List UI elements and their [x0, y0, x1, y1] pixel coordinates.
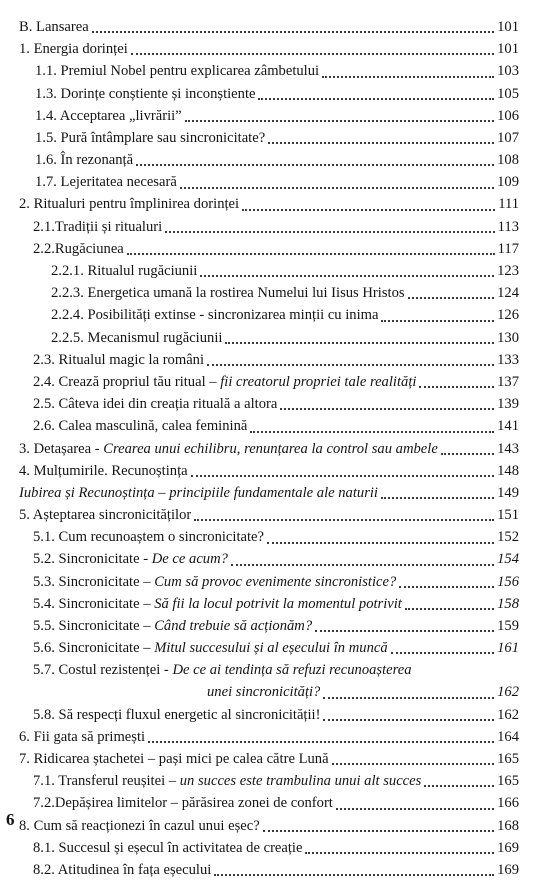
- dot-leader: [405, 608, 494, 610]
- toc-entry: [19, 659, 519, 703]
- toc-entry-page: 169: [497, 839, 519, 856]
- toc-entry-page: 152: [497, 529, 519, 546]
- toc-entry-page: 165: [497, 773, 519, 790]
- toc-entry: [19, 393, 519, 415]
- toc-entry-subtitle: Iubirea și Recunoștința – principiile fundamentale ale naturii: [19, 484, 378, 501]
- toc-entry: [19, 815, 519, 837]
- toc-entry: [19, 593, 519, 615]
- toc-entry: [19, 859, 519, 881]
- toc-entry-title: [33, 837, 302, 859]
- toc-entry-page: 101: [497, 18, 519, 35]
- toc-entry-label: B. Lansarea: [19, 18, 89, 35]
- dot-leader: [200, 275, 494, 277]
- toc-entry-title: [19, 504, 191, 526]
- toc-entry: [19, 637, 519, 659]
- toc-entry-page: 126: [497, 307, 519, 324]
- dot-leader: [92, 31, 494, 33]
- toc-entry-label: 2.2.4. Posibilități extinse - sincronizarea minții cu inima: [51, 307, 379, 324]
- dot-leader: [322, 76, 494, 78]
- toc-entry-label: 2.3. Ritualul magic la români: [33, 351, 205, 368]
- toc-entry-title: [33, 371, 416, 393]
- dot-leader: [165, 231, 494, 233]
- toc-entry-label: 2.2.3. Energetica umană la rostirea Numelui lui Iisus Hristos: [51, 285, 405, 302]
- toc-entry-subtitle: un succes este trambulina unui alt succes: [179, 773, 422, 790]
- toc-entry-title: [33, 859, 211, 881]
- toc-entry-page: 158: [497, 595, 519, 612]
- toc-entry: [19, 260, 519, 282]
- toc-entry-title: [19, 748, 329, 770]
- toc-entry: [19, 615, 519, 637]
- toc-entry-title: [33, 526, 264, 548]
- dot-leader: [408, 297, 495, 299]
- dot-leader: [263, 830, 494, 832]
- toc-entry: [19, 304, 519, 326]
- toc-entry-page: 169: [497, 861, 519, 878]
- dot-leader: [381, 497, 494, 499]
- toc-entry-title: [19, 482, 378, 504]
- toc-entry-title: [33, 548, 228, 570]
- toc-entry-label: 1.7. Lejeritatea necesară: [35, 174, 177, 191]
- toc-entry-label: 5.2. Sincronicitate -: [33, 551, 152, 568]
- toc-entry-label: 2.4. Crează propriul tău ritual –: [33, 373, 221, 390]
- dot-leader: [148, 741, 494, 743]
- dot-leader: [323, 719, 494, 721]
- dot-leader: [180, 187, 494, 189]
- toc-entry-label: 1.3. Dorințe conștiente și inconștiente: [35, 85, 256, 102]
- dot-leader: [441, 453, 494, 455]
- toc-entry-subtitle: Să fii la locul potrivit la momentul potrivit: [154, 595, 402, 612]
- toc-entry-label: 2.2.1. Ritualul rugăciunii: [51, 263, 198, 280]
- dot-leader: [280, 408, 494, 410]
- dot-leader: [225, 342, 494, 344]
- dot-leader: [127, 253, 495, 255]
- dot-leader: [191, 475, 494, 477]
- toc-entry-page: 109: [497, 174, 519, 191]
- toc-entry-title: [33, 615, 312, 637]
- toc-entry-title: [51, 327, 222, 349]
- toc-entry: [19, 171, 519, 193]
- toc-entry: [19, 549, 519, 571]
- toc-entry-label: 7. Ridicarea ștachetei – pași mici pe calea către Lună: [19, 750, 329, 767]
- toc-entry-title: [33, 216, 162, 238]
- toc-entry-label: 5.7. Costul rezistenței -: [33, 662, 173, 679]
- dot-leader: [250, 431, 494, 433]
- table-of-contents: [19, 16, 519, 881]
- dot-leader: [194, 519, 494, 521]
- toc-entry-page: 149: [497, 484, 519, 501]
- toc-entry-title: [19, 726, 145, 748]
- toc-entry: [19, 837, 519, 859]
- toc-entry-title: [51, 282, 405, 304]
- toc-entry-page: 139: [497, 396, 519, 413]
- toc-entry-title: [19, 193, 239, 215]
- toc-entry-label: 8.2. Atitudinea în fața eșecului: [33, 861, 212, 878]
- toc-entry: [19, 194, 519, 216]
- toc-entry-title: [35, 149, 133, 171]
- toc-entry-label: 6. Fii gata să primești: [19, 728, 146, 745]
- dot-leader: [399, 586, 494, 588]
- toc-entry: [19, 415, 519, 437]
- toc-entry-label: 7.1. Transferul reușitei –: [33, 773, 180, 790]
- toc-entry-page: 103: [497, 63, 519, 80]
- toc-entry-subtitle: De ce ai tendința să refuzi recunoașterea: [172, 662, 412, 679]
- toc-entry: [19, 504, 519, 526]
- toc-entry: [19, 770, 519, 792]
- toc-entry-page: 113: [497, 218, 519, 235]
- toc-entry-page: 148: [497, 462, 519, 479]
- toc-entry: [19, 16, 519, 38]
- page-number: 6: [6, 810, 15, 829]
- toc-entry: [19, 127, 519, 149]
- dot-leader: [323, 697, 494, 699]
- toc-entry-page: 124: [497, 285, 519, 302]
- toc-entry-title: [33, 415, 247, 437]
- toc-entry-page: 161: [497, 640, 519, 657]
- dot-leader: [424, 785, 494, 787]
- toc-entry-page: 162: [497, 706, 519, 723]
- toc-entry-page: 165: [497, 750, 519, 767]
- toc-entry-title: [33, 704, 320, 726]
- toc-entry-page: 105: [497, 85, 519, 102]
- toc-entry-title: [33, 637, 388, 659]
- dot-leader: [231, 564, 494, 566]
- toc-entry-title: [35, 105, 182, 127]
- toc-entry-title: [35, 83, 255, 105]
- toc-entry-title: [19, 438, 438, 460]
- toc-entry: [19, 38, 519, 60]
- toc-entry-title: [33, 238, 124, 260]
- toc-entry-title: [19, 460, 188, 482]
- toc-entry-page: 143: [497, 440, 519, 457]
- toc-entry-title: [33, 770, 421, 792]
- toc-entry-label: 5.8. Să respecți fluxul energetic al sincronicității!: [33, 706, 321, 723]
- dot-leader: [268, 142, 494, 144]
- toc-entry-title: [19, 815, 260, 837]
- toc-entry-title: [33, 393, 277, 415]
- toc-entry-title: [33, 571, 396, 593]
- toc-entry: [19, 282, 519, 304]
- dot-leader: [315, 630, 494, 632]
- dot-leader: [332, 763, 495, 765]
- toc-entry-subtitle: Crearea unui echilibru, renunțarea la control sau ambele: [103, 440, 438, 457]
- toc-entry-label: 1.1. Premiul Nobel pentru explicarea zâmbetului: [35, 63, 320, 80]
- toc-entry-label: 2. Ritualuri pentru împlinirea dorinței: [19, 196, 240, 213]
- toc-entry-label: 1.6. În rezonanță: [35, 152, 134, 169]
- toc-entry-subtitle: Mitul succesului și al eșecului în muncă: [154, 640, 388, 657]
- toc-entry: [19, 482, 519, 504]
- toc-entry-page: 106: [497, 107, 519, 124]
- toc-entry-page: 101: [497, 41, 519, 58]
- toc-entry-page: 156: [497, 573, 519, 590]
- toc-entry-label: 4. Mulțumirile. Recunoștința: [19, 462, 188, 479]
- toc-entry-page: 141: [497, 418, 519, 435]
- dot-leader: [336, 808, 494, 810]
- toc-entry-label: 1.4. Acceptarea „livrării”: [35, 107, 182, 124]
- toc-entry-label: 8.1. Succesul și eșecul în activitatea de creație: [33, 839, 303, 856]
- toc-entry: [19, 371, 519, 393]
- toc-entry-label: 5.1. Cum recunoaștem o sincronicitate?: [33, 529, 264, 546]
- toc-entry-page: 159: [497, 618, 519, 635]
- toc-entry-label: 2.5. Câteva idei din creația rituală a altora: [33, 396, 278, 413]
- toc-entry-title: [33, 349, 204, 371]
- toc-entry: [19, 526, 519, 548]
- toc-entry-title: [33, 593, 402, 615]
- toc-entry-page: 168: [497, 817, 519, 834]
- dot-leader: [136, 164, 494, 166]
- toc-entry: [19, 726, 519, 748]
- dot-leader: [258, 98, 494, 100]
- toc-entry-label: 5. Așteptarea sincronicităților: [19, 507, 192, 524]
- toc-entry: [19, 748, 519, 770]
- dot-leader: [391, 652, 494, 654]
- toc-entry-page: 123: [497, 263, 519, 280]
- toc-entry: [19, 438, 519, 460]
- toc-entry-page: 117: [497, 240, 519, 257]
- toc-entry-label: 5.4. Sincronicitate –: [33, 595, 155, 612]
- dot-leader: [381, 320, 494, 322]
- toc-entry-title: [35, 127, 265, 149]
- toc-entry: [19, 327, 519, 349]
- toc-entry-label: 1. Energia dorinței: [19, 41, 128, 58]
- toc-entry-label: 3. Detașarea -: [19, 440, 104, 457]
- toc-entry-label: 5.5. Sincronicitate –: [33, 618, 155, 635]
- toc-entry-subtitle: Cum să provoc evenimente sincronistice?: [154, 573, 397, 590]
- toc-entry-page: 164: [497, 728, 519, 745]
- toc-entry: [19, 83, 519, 105]
- toc-entry-page: 137: [497, 373, 519, 390]
- toc-entry-page: 133: [497, 351, 519, 368]
- toc-entry-page: 154: [497, 551, 519, 568]
- toc-entry: [19, 60, 519, 82]
- toc-entry: [19, 238, 519, 260]
- toc-entry-title: [51, 304, 378, 326]
- dot-leader: [185, 120, 494, 122]
- toc-entry: [19, 105, 519, 127]
- toc-entry-title: [33, 659, 519, 681]
- toc-entry: [19, 571, 519, 593]
- toc-entry: [19, 704, 519, 726]
- toc-entry-page: 111: [498, 196, 519, 213]
- toc-entry: [19, 216, 519, 238]
- toc-entry-label: 2.2.Rugăciunea: [33, 240, 124, 257]
- toc-entry-page: 162: [497, 684, 519, 701]
- dot-leader: [242, 209, 495, 211]
- dot-leader: [131, 53, 494, 55]
- toc-entry-subtitle-continued: unei sincronicități?: [207, 684, 321, 701]
- toc-entry-title: [33, 792, 333, 814]
- toc-entry: [19, 349, 519, 371]
- toc-entry-page: 151: [497, 507, 519, 524]
- toc-entry-page: 107: [497, 129, 519, 146]
- toc-entry-subtitle: fii creatorul propriei tale realități: [220, 373, 417, 390]
- toc-entry-subtitle: De ce acum?: [151, 551, 228, 568]
- toc-entry-page: 108: [497, 152, 519, 169]
- dot-leader: [207, 364, 494, 366]
- toc-entry-title: [35, 171, 177, 193]
- dot-leader: [419, 386, 494, 388]
- dot-leader: [267, 542, 494, 544]
- toc-entry-label: 5.3. Sincronicitate –: [33, 573, 155, 590]
- dot-leader: [214, 874, 494, 876]
- toc-entry-label: 2.6. Calea masculină, calea feminină: [33, 418, 248, 435]
- toc-entry-label: 1.5. Pură întâmplare sau sincronicitate?: [35, 129, 266, 146]
- toc-entry-label: 2.1.Tradiții și ritualuri: [33, 218, 163, 235]
- toc-entry-label: 2.2.5. Mecanismul rugăciunii: [51, 329, 223, 346]
- toc-entry: [19, 149, 519, 171]
- toc-entry: [19, 792, 519, 814]
- toc-entry-label: 7.2.Depășirea limitelor – părăsirea zonei de confort: [33, 795, 333, 812]
- toc-entry-page: 166: [497, 795, 519, 812]
- toc-entry-subtitle: Când trebuie să acționăm?: [154, 618, 313, 635]
- toc-entry-title: [51, 260, 197, 282]
- toc-entry: [19, 460, 519, 482]
- toc-entry-title: [19, 16, 89, 38]
- toc-entry-page: 130: [497, 329, 519, 346]
- toc-entry-continuation: [33, 681, 519, 703]
- toc-entry-label: 8. Cum să reacționezi în cazul unui eșec?: [19, 817, 260, 834]
- toc-entry-label: 5.6. Sincronicitate –: [33, 640, 155, 657]
- toc-entry-title: [19, 38, 128, 60]
- toc-entry-title: [35, 60, 319, 82]
